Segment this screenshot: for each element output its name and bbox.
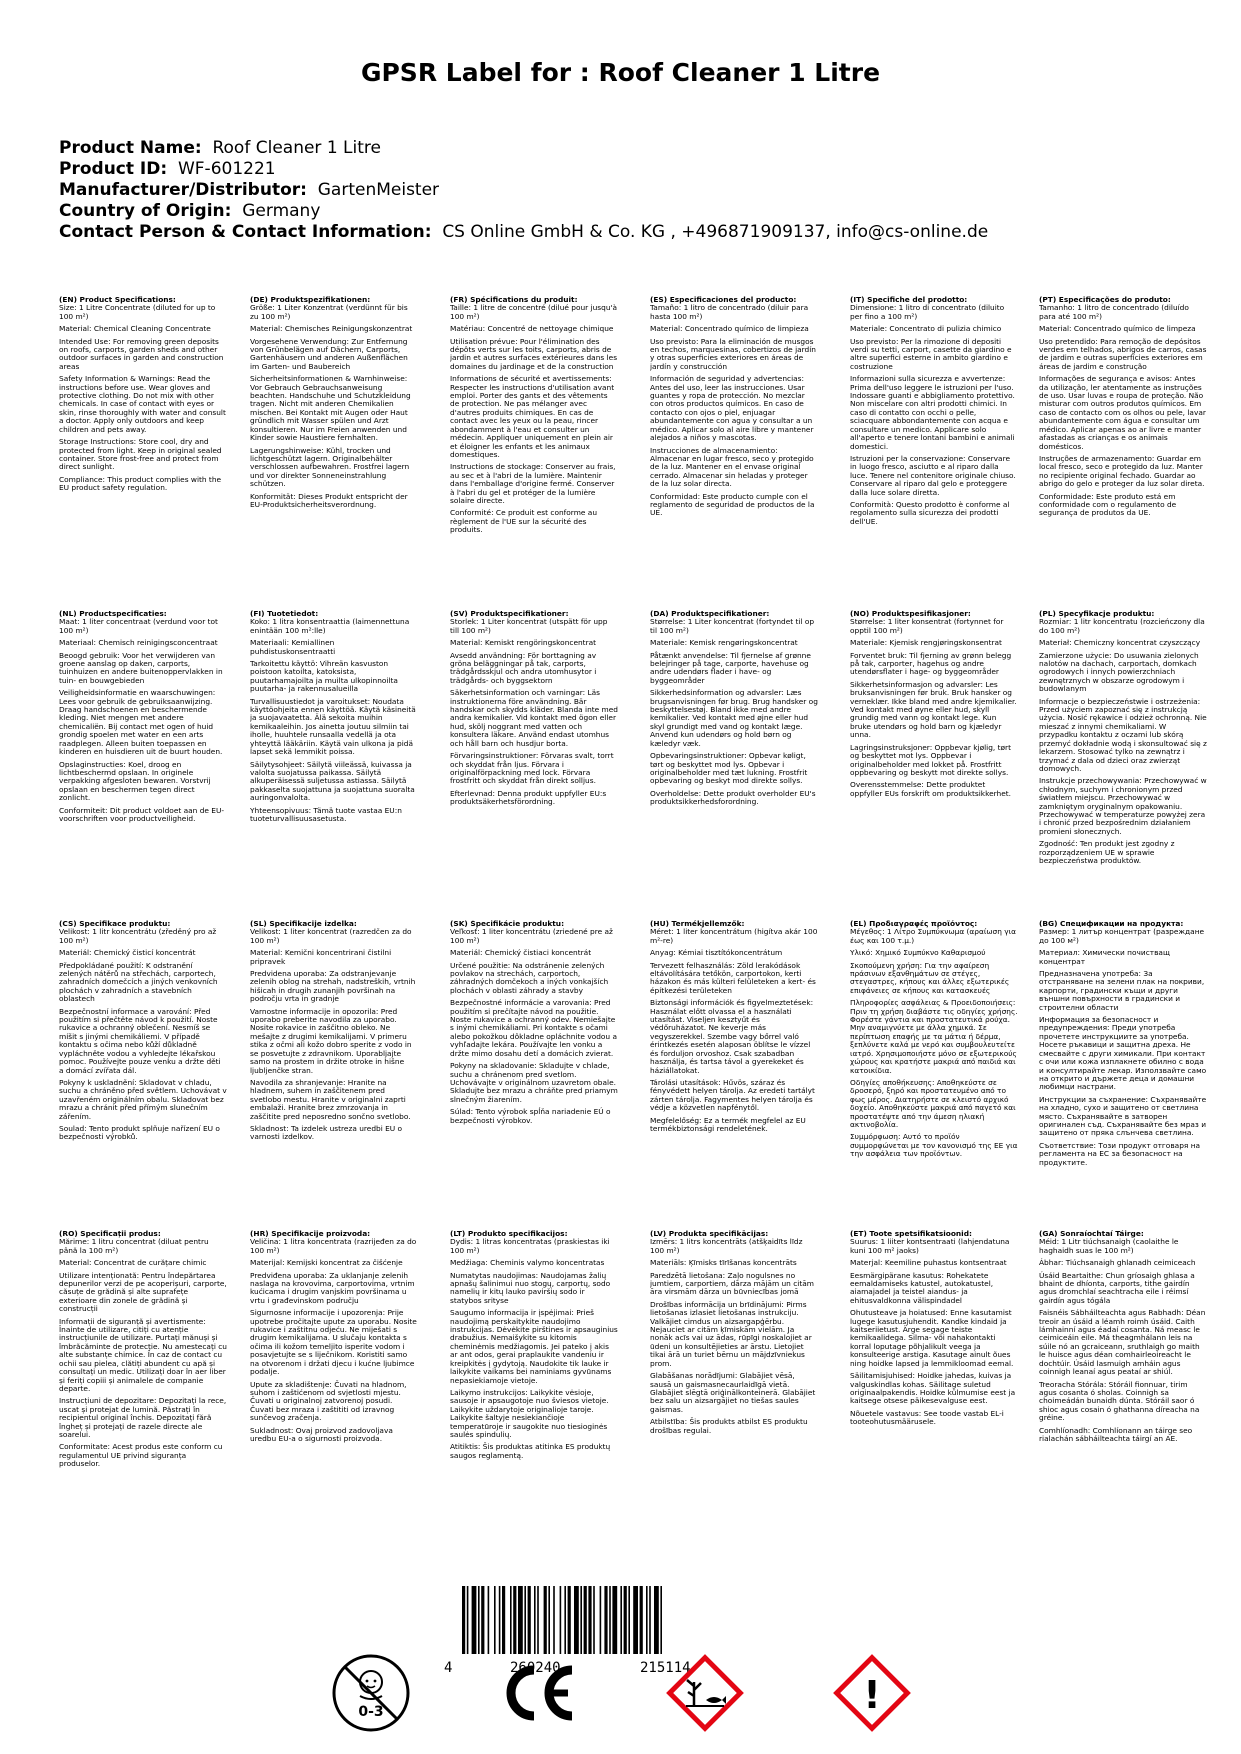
- barcode-bar: [620, 1586, 622, 1654]
- language-paragraph: Conformidad: Este producto cumple con el reglamento de seguridad de productos de la UE.: [650, 491, 815, 518]
- language-title: (HU) Termékjellemzők:: [650, 920, 745, 928]
- language-paragraph: Säkerhetsinformation och varningar: Läs instruktionerna före användning. Bär handskar och skydds kläder. Blanda inte med andra kemikalier. Vid kontakt med ögon eller hud, skölj noggrant med vatten och konsultera läkare. Använd endast utomhus och håll barn och husdjur borta.: [450, 688, 618, 748]
- language-paragraph: Storage Instructions: Store cool, dry and protected from light. Keep in original sealed container. Store frost-free and protect from direct sunlight.: [59, 437, 222, 472]
- ce-mark-icon: [498, 1652, 580, 1734]
- language-block: [1039, 610, 1207, 869]
- language-title: (HR) Specifikacije proizvoda:: [250, 1230, 371, 1238]
- language-paragraph: Instrukcje przechowywania: Przechowywać w chłodnym, suchym i chronionym przed światłem miejscu. Przechowywać w zamkniętym oryginalnym opakowaniu. Przechowywać w temperaturze powyżej zera i chronić przed bezpośrednim działaniem promieni słonecznych.: [1039, 776, 1207, 836]
- language-title: (IT) Specifiche del prodotto:: [850, 296, 968, 304]
- product-info: [59, 138, 1199, 243]
- barcode-bar: [568, 1586, 571, 1654]
- language-title: (ES) Especificaciones del producto:: [650, 296, 797, 304]
- language-block: [59, 610, 227, 827]
- language-title: (CS) Specifikace produktu:: [59, 920, 171, 928]
- language-title: (RO) Specificații produs:: [59, 1230, 161, 1238]
- language-paragraph: Soulad: Tento produkt splňuje nařízení EU o bezpečnosti výrobků.: [59, 1123, 220, 1142]
- language-paragraph: Upute za skladištenje: Čuvati na hladnom, suhom i zaštićenom od svjetlosti mjestu. Čuvati u originalnoj zatvorenoj posudi. Čuvati bez mraza i zaštititi od izravnog sunčevog zračenja.: [250, 1379, 407, 1423]
- language-block: [59, 1230, 227, 1473]
- language-block: [450, 1230, 618, 1464]
- language-paragraph: Ohutusteave ja hoiatused: Enne kasutamist lugege kasutusjuhendit. Kandke kindaid ja kaitseriietust. Ärge segage teiste kemikaalidega. Silma- või nahakontakti korral loputage põhjalikult veega ja konsulteerige arstiga. Kasutage ainult õues ning hoidke lapsed ja lemmikloomad eemal.: [850, 1308, 1014, 1368]
- language-paragraph: Safety Information & Warnings: Read the instructions before use. Wear gloves and protective clothing. Do not mix with other chemicals. In case of contact with eyes or skin, rinse thoroughly with water and consult a doctor. Apply only outdoors and keep children and pets away.: [59, 374, 226, 434]
- language-paragraph: Instructions de stockage: Conserver au frais, au sec et à l'abri de la lumière. Maintenir dans l'emballage d'origine fermé. Conserver à l'abri du gel et protéger de la lumière solaire directe.: [450, 462, 616, 505]
- language-paragraph: Conformità: Questo prodotto è conforme al regolamento sulla sicurezza dei prodotti dell'UE.: [850, 499, 1010, 526]
- language-paragraph: Materijal: Kemijski koncentrat za čišćenje: [250, 1258, 403, 1268]
- language-paragraph: Μέγεθος: 1 Λίτρο Συμπύκνωμα (αραίωση για έως και 100 τ.μ.): [850, 927, 1017, 945]
- language-title: (SL) Specifikacije izdelka:: [250, 920, 357, 928]
- language-paragraph: Overholdelse: Dette produkt overholder EU's produktsikkerhedsforordning.: [650, 788, 816, 807]
- product-info-value: CS Online GmbH & Co. KG , +496871909137, info@cs-online.de: [442, 222, 989, 242]
- language-paragraph: Mărime: 1 litru concentrat (diluat pentru până la 100 m²): [59, 1237, 209, 1255]
- language-paragraph: Overensstemmelse: Dette produktet oppfyller EUs forskrift om produktsikkerhet.: [850, 780, 1012, 798]
- language-paragraph: Materjal: Keemiline puhastus kontsentraat: [850, 1258, 1007, 1268]
- language-paragraph: Veličina: 1 litra koncentrata (razrijeđen za do 100 m²): [250, 1237, 417, 1255]
- language-paragraph: Informacje o bezpieczeństwie i ostrzeżenia: Przed użyciem zapoznać się z instrukcją użycia. Nosić rękawice i odzież ochronną. Nie mieszać z innymi chemikaliami. W przypadku kontaktu z oczami lub skórą przemyć dokładnie wodą i skonsultować się z lekarzem. Stosować tylko na zewnątrz i trzymać z dala od dzieci oraz zwierząt domowych.: [1039, 696, 1207, 773]
- language-paragraph: Paredzētā lietošana: Zaļo nogulsnes no jumtiem, carportiem, dārza mājām un citām āra virsmām dārza un būvniecības jomā: [650, 1270, 814, 1297]
- language-paragraph: Vorgesehene Verwendung: Zur Entfernung von Grünbelägen auf Dächern, Carports, Gartenhäusern und anderen Außenflächen im Garten- und Baubereich: [250, 336, 408, 371]
- language-paragraph: Uso pretendido: Para remoção de depósitos verdes em telhados, abrigos de carros, casas de jardim e outras superfícies exteriores em áreas de jardim e construção: [1039, 336, 1207, 371]
- language-paragraph: Atbilstība: Šis produkts atbilst ES produktu drošības regulai.: [650, 1417, 808, 1435]
- language-block: [650, 296, 818, 522]
- language-paragraph: Drošības informācija un brīdinājumi: Pirms lietošanas izlasiet lietošanas instrukciju. Valkājiet cimdus un aizsargapģērbu. Nejauciet ar citām ķīmiskām vielām. Ja nonāk acīs vai uz ādas, rūpīgi noskalojiet ar ūdeni un konsultējieties ar ārstu. Lietojiet tikai ārā un turiet bērnu un mājdzīvniekus prom.: [650, 1299, 812, 1368]
- language-paragraph: Turvallisuustiedot ja varoitukset: Noudata käyttöohjeita ennen käyttöä. Käytä käsineitä ja suojavaatetta. Älä sekoita muihin kemikaaleihin. Jos ainetta joutuu silmiin tai iholle, huuhtele runsaalla vedellä ja ota yhteyttä lääkäriin. Käytä vain ulkona ja pidä lapset sekä lemmikit poissa.: [250, 696, 416, 757]
- language-paragraph: Dimensione: 1 litro di concentrato (diluito per fino a 100 m²): [850, 303, 1005, 321]
- language-paragraph: Conformitate: Acest produs este conform cu regulamentul UE privind siguranța produselor.: [59, 1442, 223, 1469]
- language-paragraph: Varnostne informacije in opozorila: Pred uporabo preberite navodila za uporabo. Nosite rokavice in zaščitno obleko. Ne mešajte z drugimi kemikalijami. V primeru stika z očmi ali kožo dobro sperite z vodo in se posvetujte z zdravnikom. Uporabljajte samo na prostem in držite otroke in hišne ljubljenčke stran.: [250, 1006, 412, 1075]
- barcode-bar: [472, 1586, 477, 1654]
- language-paragraph: Beoogd gebruik: Voor het verwijderen van groene aanslag op daken, carports, tuinhuizen en andere buitenoppervlakken in tuin- en bouwgebieden: [59, 650, 223, 685]
- barcode-bar: [488, 1586, 490, 1654]
- language-block: [250, 920, 418, 1146]
- barcode-bar: [628, 1586, 630, 1654]
- language-paragraph: Σκοπούμενη χρήση: Για την αφαίρεση πράσινων εξανθημάτων σε στέγες, στεγαστρες, κήπους και άλλες εξωτερικές επιφάνειες σε κήπους και κατασκευές: [850, 960, 1010, 995]
- barcode-bar: [580, 1586, 582, 1654]
- language-title: (DA) Produktspecifikationer:: [650, 610, 770, 618]
- language-paragraph: Utilizare intenționată: Pentru îndepărtarea depunerilor verzi de pe acoperișuri, carporte, căsuțe de grădină și alte suprafețe exterioare din zonele de grădină și construcții: [59, 1270, 227, 1314]
- language-paragraph: Předpokládané použití: K odstranění zelených nátěrů na střechách, carportech, zahradních domečcích a jiných venkovních plochách v zahradních a stavebních oblastech: [59, 960, 218, 1004]
- language-paragraph: Faisnéis Sábháilteachta agus Rabhadh: Déan treoir an úsáid a léamh roimh úsáid. Caith lámhainní agus éadaí cosanta. Ná measc le ceimiceáin eile. Má theagmhálann leis na súile nó an gcraiceann, sruthlaigh go maith le huisce agus déan comhairleoireacht le dochtúir. Úsáid lasmuigh amháin agus coinnigh leanaí agus peataí ar shiúl.: [1039, 1308, 1206, 1377]
- language-paragraph: Megfelelőség: Ez a termék megfelel az EU termékbiztonsági rendeletének.: [650, 1115, 806, 1133]
- language-paragraph: Materiál: Chemický čistiaci koncentrát: [450, 948, 592, 958]
- language-paragraph: Tervezett felhasználás: Zöld lerakódások eltávolítására tetőkön, carportokon, kerti házakon és más külteri felületeken a kert- és építkezési területeken: [650, 960, 816, 995]
- language-paragraph: Información de seguridad y advertencias: Antes del uso, leer las instrucciones. Usar guantes y ropa de protección. No mezclar con otros productos químicos. En caso de contacto con ojos o piel, enjuagar abundantemente con agua y consultar a un médico. Aplicar solo al aire libre y mantener alejados a niños y mascotas.: [650, 374, 814, 443]
- barcode-bar: [564, 1586, 566, 1654]
- language-paragraph: Méid: 1 Litr tiúchsanaigh (caolaithe le haghaidh suas le 100 m²): [1039, 1237, 1179, 1255]
- language-title: (BG) Спецификации на продукта:: [1039, 920, 1184, 928]
- language-paragraph: Размер: 1 литър концентрат (разреждане до 100 м²): [1039, 927, 1205, 945]
- language-paragraph: Materiale: Kemisk rengøringskoncentrat: [650, 638, 798, 648]
- language-paragraph: Sikkerhetsinformasjon og advarsler: Les bruksanvisningen før bruk. Bruk hansker og verneklær. Ikke bland med andre kjemikalier. Ved kontakt med øyne eller hud, skyll grundig med vann og kontakt lege. Kun bruke utendørs og hold barn og kjæledyr unna.: [850, 679, 1017, 740]
- barcode-bar: [510, 1586, 512, 1654]
- language-paragraph: Anyag: Kémiai tisztítókoncentrátum: [650, 948, 783, 958]
- language-paragraph: Forventet bruk: Til fjerning av grønn belegg på tak, carporter, hagehus og andre utendørsflater i hage- og byggeområder: [850, 650, 1012, 677]
- product-info-label: Contact Person & Contact Information:: [59, 222, 432, 242]
- language-paragraph: Glabāšanas norādījumi: Glabājiet vēsā, sausā un gaismasnecaurlaidīgā vietā. Glabājiet slēgtā oriģinālkonteinerā. Glabājiet bez salu un aizsargājiet no tiešas saules gaismas.: [650, 1371, 816, 1414]
- language-paragraph: Izmērs: 1 litrs koncentrāts (atšķaidīts līdz 100 m²): [650, 1237, 803, 1255]
- language-paragraph: Uso previsto: Per la rimozione di depositi verdi su tetti, carport, casette da giardino e altre superfici esterne in ambito giardino e costruzione: [850, 336, 1012, 371]
- barcode-bar: [462, 1586, 465, 1654]
- language-paragraph: Instruções de armazenamento: Guardar em local fresco, seco e protegido da luz. Manter no recipiente original fechado. Guardar ao abrigo do gelo e proteger da luz solar direta.: [1039, 453, 1205, 489]
- language-title: (SK) Špecifikácie produktu:: [450, 920, 565, 928]
- language-paragraph: Treoracha Stórála: Stóráil fionnuar, tirim agus cosanta ó sholas. Coinnigh sa choimeádán bunaidh dúnta. Stóráil saor ó shioc agus cosain ó ghathanna díreacha na gréine.: [1039, 1379, 1200, 1423]
- barcode-digits-right: 215114: [640, 1660, 691, 1676]
- language-paragraph: Saugumo informacija ir įspėjimai: Prieš naudojimą perskaitykite naudojimo instrukcijas. Dėvėkite pirštines ir apsauginius drabužius. Nemaišykite su kitomis cheminėmis medžiagomis. Jei pateko į akis ar ant odos, gerai praplaukite vandeniu ir kreipkitės į gydytoją. Naudokite tik lauke ir laikykite vaikams bei naminiams gyvūnams nepasiekiamoje vietoje.: [450, 1308, 618, 1385]
- product-info-value: WF-601221: [177, 159, 276, 179]
- barcode-bar: [600, 1586, 602, 1654]
- language-title: (FI) Tuotetiedot:: [250, 610, 319, 618]
- language-paragraph: Rozmiar: 1 litr koncentratu (rozcieńczony dla do 100 m²): [1039, 617, 1205, 635]
- language-paragraph: Comhlíonadh: Comhlíonann an táirge seo rialachán sábháilteachta táirgí an AE.: [1039, 1425, 1193, 1443]
- language-block: [850, 1230, 1018, 1431]
- barcode-bar: [534, 1586, 536, 1654]
- language-block: [650, 610, 818, 811]
- language-paragraph: Size: 1 Litre Concentrate (diluted for up to 100 m²): [59, 303, 216, 321]
- language-paragraph: Efterlevnad: Denna produkt uppfyller EU:s produktsäkerhetsförordning.: [450, 788, 607, 807]
- barcode-bar: [640, 1586, 643, 1654]
- language-block: [59, 920, 227, 1146]
- language-paragraph: Suurus: 1 liiter kontsentraati (lahjendatuna kuni 100 m² jaoks): [850, 1237, 1010, 1255]
- language-paragraph: Förvaringsinstruktioner: Förvaras svalt, torrt och skyddat från ljus. Förvara i originalförpackning med lock. Förvara frostfritt och skyddat från direkt solljus.: [450, 751, 614, 786]
- product-info-row: [59, 180, 1199, 201]
- age-warning-icon: [330, 1652, 412, 1734]
- product-info-row: [59, 222, 1199, 243]
- barcode-bar: [499, 1586, 501, 1654]
- language-block: [450, 296, 618, 539]
- product-info-row: [59, 201, 1199, 222]
- language-title: (DE) Produktspezifikationen:: [250, 296, 371, 304]
- language-paragraph: Säilitamisjuhised: Hoidke jahedas, kuivas ja valguskindlas kohas. Säilitage suletud originaalpakendis. Hoidke külmumise eest ja kaitsege otsese päikesevalguse eest.: [850, 1371, 1016, 1406]
- language-paragraph: Informații de siguranță și avertismente: Înainte de utilizare, citiți cu atenție instrucțiunile de utilizare. Purtați mănuși și îmbrăcăminte de protecție. Nu amestecați cu alte substanțe chimice. În caz de contact cu ochii sau pielea, clătiți abundent cu apă și consultați un medic. Utilizați doar în aer liber și feriți copiii și animalele de companie departe.: [59, 1316, 227, 1393]
- language-paragraph: Materiāls: Ķīmisks tīrīšanas koncentrāts: [650, 1258, 797, 1268]
- language-paragraph: Predvidena uporaba: Za odstranjevanje zelenih oblog na strehah, nadstreških, vrtnih hišicah in drugih zunanjih površinah na področju vrta in gradnje: [250, 969, 416, 1004]
- language-paragraph: Инструкции за съхранение: Съхранявайте на хладно, сухо и защитено от светлина място. Съхранявайте в затворен оригинален съд. Съхранявайте без мраз и защитено от пряка слънчева светлина.: [1039, 1094, 1207, 1138]
- barcode-bar: [524, 1586, 526, 1654]
- language-block: [650, 920, 818, 1137]
- language-title: (NL) Productspecificaties:: [59, 610, 167, 618]
- product-info-value: GartenMeister: [317, 180, 440, 200]
- barcode-bar: [481, 1586, 484, 1654]
- language-paragraph: Lagerungshinweise: Kühl, trocken und lichtgeschützt lagern. Originalbehälter verschlossen aufbewahren. Frostfrei lagern und vor direkter Sonneneinstrahlung schützen.: [250, 445, 410, 489]
- language-paragraph: Material: Chemical Cleaning Concentrate: [59, 324, 211, 334]
- language-paragraph: Materiál: Chemický čisticí koncentrát: [59, 948, 196, 958]
- language-paragraph: Veiligheidsinformatie en waarschuwingen: Lees voor gebruik de gebruiksaanwijzing. Draag handschoenen en beschermende kleding. Niet mengen met andere chemicaliën. Bij contact met ogen of huid grondig spoelen met water en een arts raadplegen. Alleen buiten toepassen en kinderen en huisdieren uit de buurt houden.: [59, 688, 223, 757]
- barcode-bar: [553, 1586, 555, 1654]
- language-paragraph: Storlek: 1 Liter koncentrat (utspätt för upp till 100 m²): [450, 617, 608, 635]
- barcode-bar: [624, 1586, 627, 1654]
- barcode-bar: [646, 1586, 648, 1654]
- language-paragraph: Sicherheitsinformationen & Warnhinweise: Vor Gebrauch Gebrauchsanweisung beachten. Handschuhe und Schutzkleidung tragen. Nicht mit anderen Chemikalien mischen. Bei Kontakt mit Augen oder Haut gründlich mit Wasser spülen und Arzt konsultieren. Nur im Freien anwenden und Kinder sowie Haustiere fernhalten.: [250, 374, 411, 443]
- language-paragraph: Avsedd användning: För borttagning av gröna beläggningar på tak, carports, trädgårdsskjul och andra utomhusytor i trädgårds- och byggsektorn: [450, 650, 597, 685]
- language-paragraph: Bezpečnostné informácie a varovania: Pred použitím si prečítajte návod na použitie. Noste rukavice a ochranný odev. Nemiešajte s inými chemikáliami. Pri kontakte s očami alebo pokožkou dôkladne opláchnite vodou a vyhľadajte lekára. Používajte len vonku a držte mimo dosahu detí a domácich zvierat.: [450, 998, 617, 1058]
- language-title: (EL) Προδιαγραφές προϊόντος:: [850, 920, 978, 928]
- language-paragraph: Utilisation prévue: Pour l'élimination des dépôts verts sur les toits, carports, abris de jardin et autres surfaces extérieures dans les domaines du jardinage et de la construction: [450, 336, 618, 371]
- barcode-bar: [612, 1586, 617, 1654]
- language-block: [450, 920, 618, 1129]
- language-block: [850, 296, 1018, 530]
- language-paragraph: Material: Concentrado químico de limpeza: [1039, 324, 1196, 334]
- language-paragraph: Предназначена употреба: За отстраняване на зелени плак на покриви, карпорти, градински къщи и други външни повърхности в градински и строителни области: [1039, 969, 1205, 1012]
- product-info-value: Roof Cleaner 1 Litre: [212, 138, 381, 158]
- language-paragraph: Materiał: Chemiczny koncentrat czyszczący: [1039, 638, 1201, 648]
- product-info-label: Manufacturer/Distributor:: [59, 180, 307, 200]
- language-paragraph: Материал: Химически почистващ концентрат: [1039, 948, 1170, 966]
- barcode-digits-left: 260240: [510, 1660, 561, 1676]
- language-title: (GA) Sonraíochtaí Táirge:: [1039, 1230, 1144, 1238]
- language-paragraph: Säilytysohjeet: Säilytä viileässä, kuivassa ja valolta suojatussa paikassa. Säilytä alkuperäisessä suljetussa astiassa. Säilytä pakkaselta suojattuna ja suojattuna suoralta auringonvalolta.: [250, 759, 415, 803]
- language-paragraph: Material: Kemiskt rengöringskoncentrat: [450, 638, 597, 648]
- language-block: [250, 610, 418, 827]
- language-title: (PL) Specyfikacje produktu:: [1039, 610, 1155, 618]
- language-paragraph: Compliance: This product complies with the EU product safety regulation.: [59, 474, 222, 493]
- language-paragraph: Οδηγίες αποθήκευσης: Αποθηκεύστε σε δροσερό, ξηρό και προστατευμένο από το φως μέρος. Διατηρήστε σε κλειστό αρχικό δοχείο. Αποθηκεύστε μακριά από παγετό και προστατέψτε από την άμεση ηλιακή ακτινοβολία.: [850, 1077, 1016, 1129]
- language-paragraph: Biztonsági információk és figyelmeztetések: Használat előtt olvassa el a használati utasítást. Viseljen kesztyűt és védőruházatot. Ne keverje más vegyszerekkel. Szembe vagy bőrrel való érintkezés esetén alaposan öblítse le vízzel és forduljon orvoshoz. Csak szabadban használja, és tartsa távol a gyerekeket és háziállatokat.: [650, 998, 814, 1075]
- language-paragraph: Conformité: Ce produit est conforme au règlement de l'UE sur la sécurité des produits.: [450, 508, 598, 535]
- language-block: [250, 296, 418, 513]
- language-title: (LV) Produkta specifikācijas:: [650, 1230, 769, 1238]
- barcode-bar: [593, 1586, 595, 1654]
- language-paragraph: Nõuetele vastavus: See toode vastab EL-i tooteohutusmäärusele.: [850, 1408, 1004, 1427]
- language-paragraph: Eesmärgipärane kasutus: Rohekatete eemaldamiseks katustel, autokatustel, aiamajadel ja teistel aiandus- ja ehitusvaldkonna välispindadel: [850, 1270, 994, 1305]
- language-paragraph: Informations de sécurité et avertissements: Respecter les instructions d'utilisation avant emploi. Porter des gants et des vêtements de protection. Ne pas mélanger avec d'autres produits chimiques. En cas de contact avec les yeux ou la peau, rincer abondamment à l'eau et consulter un médecin. Appliquer uniquement en plein air et éloigner les enfants et les animaux domestiques.: [450, 374, 615, 459]
- language-paragraph: Conformiteit: Dit product voldoet aan de EU-voorschriften voor productveiligheid.: [59, 805, 225, 823]
- language-paragraph: Materiale: Concentrato di pulizia chimico: [850, 324, 1002, 334]
- language-paragraph: Méret: 1 liter koncentrátum (higítva akár 100 m²-re): [650, 927, 818, 945]
- language-paragraph: Zgodność: Ten produkt jest zgodny z rozporządzeniem UE w sprawie bezpieczeństwa produktów.: [1039, 839, 1175, 865]
- language-paragraph: Υλικό: Χημικό Συμπύκνο Καθαρισμού: [850, 948, 986, 958]
- barcode-bar: [528, 1586, 531, 1654]
- product-info-label: Product ID:: [59, 159, 168, 179]
- language-paragraph: Predviđena uporaba: Za uklanjanje zelenih naslaga na krovovima, carportovima, vrtnim kućicama i drugim vanjskim površinama u vrtu i građevinskom području: [250, 1270, 415, 1305]
- language-paragraph: Intended Use: For removing green deposits on roofs, carports, garden sheds and other outdoor surfaces in garden and construction areas: [59, 336, 224, 371]
- language-paragraph: Pokyny k uskladnění: Skladovat v chladu, suchu a chráněno před světlem. Uchovávat v uzavřeném originálním obalu. Skladovat bez mrazu a chránit před přímým slunečním zářením.: [59, 1077, 227, 1121]
- barcode-bar: [513, 1586, 516, 1654]
- language-block: [59, 296, 227, 497]
- language-paragraph: Информация за безопасност и предупреждения: Преди употреба прочетете инструкциите за употреба. Носете ръкавици и защитна дреха. Не смесвайте с други химикали. При контакт с очи или кожа изплакнете обилно с вода и консултирайте лекар. Използвайте само на открито и държете деца и домашни любимци настрани.: [1039, 1015, 1207, 1092]
- language-paragraph: Tamanho: 1 litro de concentrado (diluído para até 100 m²): [1039, 303, 1189, 321]
- language-paragraph: Numatytas naudojimas: Naudojamas žalių apnašų šalinimui nuo stogų, carportų, sodo namelių ir kitų lauko paviršių sodo ir statybos srityse: [450, 1270, 611, 1305]
- language-paragraph: Medžiaga: Cheminis valymo koncentratas: [450, 1258, 605, 1268]
- language-paragraph: Určené použitie: Na odstránenie zelených povlakov na strechách, carportoch, záhradných domčekoch a iných vonkajších plochách v oblasti záhrady a stavby: [450, 960, 609, 995]
- language-paragraph: Informazioni sulla sicurezza e avvertenze: Prima dell'uso leggere le istruzioni per l'uso. Indossare guanti e abbigliamento protettivo. Non miscelare con altri prodotti chimici. In caso di contatto con occhi o pelle, sciacquare abbondantemente con acqua e consultare un medico. Applicare solo all'aperto e tenere lontani bambini e animali domestici.: [850, 374, 1015, 451]
- barcode-bar: [537, 1586, 539, 1654]
- language-paragraph: Tárolási utasítások: Hűvös, száraz és fényvédett helyen tárolja. Az eredeti tartályt zárten tárolja. Fagymentes helyen tárolja és védje a közvetlen napfénytől.: [650, 1077, 815, 1113]
- language-paragraph: Informações de segurança e avisos: Antes da utilização, ler atentamente as instruções de uso. Usar luvas e roupa de proteção. Não misturar com outros produtos químicos. Em caso de contacto com os olhos ou pele, lavar abundantemente com água e consultar um médico. Aplicar apenas ao ar livre e manter afastadas as crianças e os animais domésticos.: [1039, 374, 1206, 451]
- language-block: [1039, 1230, 1207, 1447]
- language-paragraph: Úsáid Beartaithe: Chun gríosaigh ghlasa a bhaint de dhíonta, carports, tithe gairdín agus dromchlaí seachtracha eile i réimsí gairdín agus tógála: [1039, 1270, 1195, 1305]
- language-title: (EN) Product Specifications:: [59, 296, 176, 304]
- language-paragraph: Conformidade: Este produto está em conformidade com o regulamento de segurança de produtos da UE.: [1039, 491, 1177, 518]
- language-paragraph: Tarkoitettu käyttö: Vihreän kasvuston poistoon katoilta, katoksista, puutarhamajoilta ja muilta ulkopinnoilta puutarha- ja rakennusalueilla: [250, 659, 398, 694]
- product-info-row: [59, 138, 1199, 159]
- barcode-bar: [588, 1586, 591, 1654]
- language-paragraph: Matériau: Concentré de nettoyage chimique: [450, 324, 614, 334]
- barcode-bar: [633, 1586, 638, 1654]
- barcode-bar: [649, 1586, 651, 1654]
- language-paragraph: Velikost: 1 liter koncentrat (razredčen za do 100 m²): [250, 927, 412, 945]
- language-paragraph: Materiaali: Kemiallinen puhdistuskonsentraatti: [250, 638, 336, 656]
- language-paragraph: Yhteensopivuus: Tämä tuote vastaa EU:n tuoteturvallisuusasetusta.: [250, 805, 402, 823]
- language-paragraph: Material: Chemisches Reinigungskonzentrat: [250, 324, 413, 334]
- language-title: (PT) Especificações do produto:: [1039, 296, 1171, 304]
- barcode-bar: [494, 1586, 496, 1654]
- language-block: [1039, 296, 1207, 522]
- language-paragraph: Konformität: Dieses Produkt entspricht der EU-Produktsicherheitsverordnung.: [250, 491, 408, 509]
- language-paragraph: Größe: 1 Liter Konzentrat (verdünnt für bis zu 100 m²): [250, 303, 408, 321]
- language-paragraph: Opbevaringsinstruktioner: Opbevar køligt, tørt og beskyttet mod lys. Opbevar i originalbeholder med tæt lukning. Frostfrit opbevaring og beskyt mod direkte sollys.: [650, 751, 808, 786]
- language-paragraph: Veľkosť: 1 liter koncentrátu (zriedené pre až 100 m²): [450, 927, 613, 945]
- barcode-bar: [502, 1586, 505, 1654]
- language-paragraph: Material: Concentrat de curățare chimic: [59, 1258, 207, 1268]
- language-paragraph: Sigurnosne informacije i upozorenja: Prije upotrebe pročitajte upute za uporabu. Nosite rukavice i zaštitnu odjeću. Ne miješati s drugim kemikalijama. U slučaju kontakta s očima ili kožom temeljito isperite vodom i posavjetujte se s liječnikom. Koristiti samo na otvorenom i držati djecu i kućne ljubimce podalje.: [250, 1308, 417, 1377]
- language-paragraph: Súlad: Tento výrobok spĺňa nariadenie EÚ o bezpečnosti výrobkov.: [450, 1107, 611, 1125]
- barcode-bar: [584, 1586, 587, 1654]
- language-paragraph: Συμμόρφωση: Αυτό το προϊόν συμμορφώνεται με τον κανονισμό της ΕΕ για την ασφάλεια των προϊόντων.: [850, 1132, 1018, 1159]
- language-paragraph: Uso previsto: Para la eliminación de musgos en techos, marquesinas, cobertizos de jardín y otras superficies exteriores en áreas de jardín y construcción: [650, 336, 816, 371]
- language-paragraph: Velikost: 1 litr koncentrátu (zředěný pro až 100 m²): [59, 927, 217, 945]
- language-paragraph: Sikkerhedsinformation og advarsler: Læs brugsanvisningen før brug. Brug handsker og beskyttelsestøj. Bland ikke med andre kemikalier. Ved kontakt med øjne eller hud skyl grundigt med vand og kontakt læge. Anvend kun udendørs og hold børn og kæledyr væk.: [650, 688, 818, 748]
- exclamation-mark: !: [863, 1673, 881, 1717]
- language-block: [650, 1230, 818, 1439]
- product-info-value: Germany: [242, 201, 321, 221]
- language-block: [850, 920, 1018, 1163]
- barcode-bar: [609, 1586, 611, 1654]
- product-info-label: Product Name:: [59, 138, 202, 158]
- barcode-bar: [544, 1586, 547, 1654]
- barcode-bar: [478, 1586, 480, 1654]
- language-paragraph: Atitiktis: Šis produktas atitinka ES produktų saugos reglamentą.: [450, 1442, 611, 1460]
- language-paragraph: Påtænkt anvendelse: Til fjernelse af grønne belejringer på tage, carporte, havehuse og andre udendørs flader i have- og byggeområder: [650, 650, 811, 685]
- language-paragraph: Instrucciones de almacenamiento: Almacenar en lugar fresco, seco y protegido de la luz. Mantener en el envase original cerrado. Almacenar sin heladas y proteger de la luz solar directa.: [650, 445, 814, 489]
- language-paragraph: Zamierzone użycie: Do usuwania zielonych nalotów na dachach, carportach, domkach ogrodowych i innych powierzchniach zewnętrznych w obszarze ogrodowym i budowlanym: [1039, 650, 1199, 694]
- barcode-bar: [660, 1586, 662, 1654]
- language-paragraph: Material: Concentrado químico de limpieza: [650, 324, 809, 334]
- environment-hazard-icon: [664, 1652, 746, 1734]
- barcode-bar: [560, 1586, 562, 1654]
- language-block: [250, 1230, 418, 1447]
- language-paragraph: Navodila za shranjevanje: Hranite na hladnem, suhem in zaščitenem pred svetlobo mestu. Hranite v originalni zaprti embalaži. Hranite brez zmrzovanja in zaščitite pred neposredno sončno svetlobo.: [250, 1077, 411, 1121]
- language-paragraph: Taille: 1 litre de concentré (dilué pour jusqu'à 100 m²): [450, 303, 618, 321]
- language-title: (FR) Spécifications du produit:: [450, 296, 578, 304]
- language-paragraph: Skladnost: Ta izdelek ustreza uredbi EU o varnosti izdelkov.: [250, 1123, 403, 1142]
- language-paragraph: Størrelse: 1 Liter koncentrat (fortyndet til op til 100 m²): [650, 617, 815, 635]
- language-title: (LT) Produkto specifikacijos:: [450, 1230, 568, 1238]
- language-block: [850, 610, 1018, 802]
- page-title: GPSR Label for : Roof Cleaner 1 Litre: [360, 58, 881, 87]
- language-paragraph: Laikymo instrukcijos: Laikykite vėsioje, sausoje ir apsaugotoje nuo šviesos vietoje. Laikykite uždarytoje originalioje taroje. Laikykite šaltyje nesiekiančioje temperatūroje ir saugokite nuo tiesioginės saulės spindulių.: [450, 1387, 609, 1439]
- barcode-bar: [518, 1586, 523, 1654]
- language-paragraph: Materiaal: Chemisch reinigingsconcentraat: [59, 638, 218, 648]
- product-info-label: Country of Origin:: [59, 201, 232, 221]
- language-paragraph: Pokyny na skladovanie: Skladujte v chlade, suchu a chránenom pred svetlom. Uchovávajte v originálnom uzavretom obale. Skladujte bez mrazu a chráňte pred priamym slnečným žiarením.: [450, 1061, 618, 1104]
- barcode-bar: [467, 1586, 469, 1654]
- language-title: (ET) Toote spetsifikatsioonid:: [850, 1230, 972, 1238]
- language-paragraph: Materiale: Kjemisk rengjøringskonsentrat: [850, 638, 1002, 648]
- barcode-bar: [654, 1586, 659, 1654]
- barcode-bar: [548, 1586, 550, 1654]
- language-paragraph: Dydis: 1 litras koncentratas (praskiestas iki 100 m²): [450, 1237, 610, 1255]
- language-paragraph: Opslaginstructies: Koel, droog en lichtbeschermd opslaan. In originele verpakking afgesloten bewaren. Vorstvrij opslaan en beschermen tegen direct zonlicht.: [59, 759, 211, 803]
- language-paragraph: Koko: 1 litra konsentraattia (laimennettuna enintään 100 m²:lle): [250, 617, 410, 635]
- language-block: [1039, 920, 1207, 1171]
- safety-symbols: [0, 1652, 1241, 1742]
- barcode-digit-prefix: 4: [444, 1660, 453, 1676]
- language-paragraph: Tamaño: 1 litro de concentrado (diluir para hasta 100 m²): [650, 303, 809, 321]
- language-paragraph: Instrucțiuni de depozitare: Depozitați la rece, uscat și protejat de lumină. Păstrați în recipientul original închis. Depozitați fără îngheț și protejați de razele directe ale soarelui.: [59, 1396, 227, 1439]
- language-paragraph: Istruzioni per la conservazione: Conservare in luogo fresco, asciutto e al riparo dalla luce. Tenere nel contenitore originale chiuso. Conservare al riparo dal gelo e proteggere dalla luce solare diretta.: [850, 453, 1016, 497]
- barcode-bar: [604, 1586, 607, 1654]
- language-block: [450, 610, 618, 811]
- barcode-bar: [574, 1586, 579, 1654]
- exclamation-hazard-icon: [831, 1652, 913, 1734]
- language-paragraph: Sukladnost: Ovaj proizvod zadovoljava uredbu EU-a o sigurnosti proizvoda.: [250, 1425, 393, 1443]
- language-paragraph: Πληροφορίες ασφάλειας & Προειδοποιήσεις: Πριν τη χρήση διαβάστε τις οδηγίες χρήσης. Φορέστε γάντια και προστατευτικά ρούχα. Μην αναμιγνύετε με άλλα χημικά. Σε περίπτωση επαφής με τα μάτια ή δέρμα, ξεπλύνετε καλά με νερό και συμβουλευτείτε ιατρό. Χρησιμοποιήστε μόνο σε εξωτερικούς χώρους και κρατήστε μακριά από παιδιά και κατοικίδια.: [850, 998, 1018, 1075]
- language-paragraph: Maat: 1 liter concentraat (verdund voor tot 100 m²): [59, 617, 218, 635]
- language-paragraph: Material: Kemični koncentrirani čistilni pripravek: [250, 948, 392, 966]
- language-paragraph: Størrelse: 1 liter konsentrat (fortynnet for opptil 100 m²): [850, 617, 1004, 635]
- language-paragraph: Lagringsinstruksjoner: Oppbevar kjølig, tørt og beskyttet mot lys. Oppbevar i originalbeholder med lokket på. Frostfritt oppbevaring og beskytt mot direkte sollys.: [850, 742, 1011, 777]
- language-title: (NO) Produktspesifikasjoner:: [850, 610, 971, 618]
- language-paragraph: Bezpečnostní informace a varování: Před použitím si přečtěte návod k použití. Noste rukavice a ochranný oblečení. Nesmíš se míšit s jinými chemikáliemi. V případě kontaktu s očima nebo kůží důkladně vypláchněte vodou a vyhledejte lékařskou pomoc. Používejte pouze venku a držte děti a domácí zvířata dál.: [59, 1006, 221, 1075]
- language-title: (SV) Produktspecifikationer:: [450, 610, 569, 618]
- age-label: 0-3: [358, 1704, 384, 1720]
- language-paragraph: Ábhar: Tiúchsanaigh ghlanadh ceimiceach: [1039, 1258, 1196, 1268]
- language-paragraph: Съответствие: Този продукт отговаря на регламента на ЕС за безопасност на продуктите.: [1039, 1140, 1201, 1167]
- product-info-row: [59, 159, 1199, 180]
